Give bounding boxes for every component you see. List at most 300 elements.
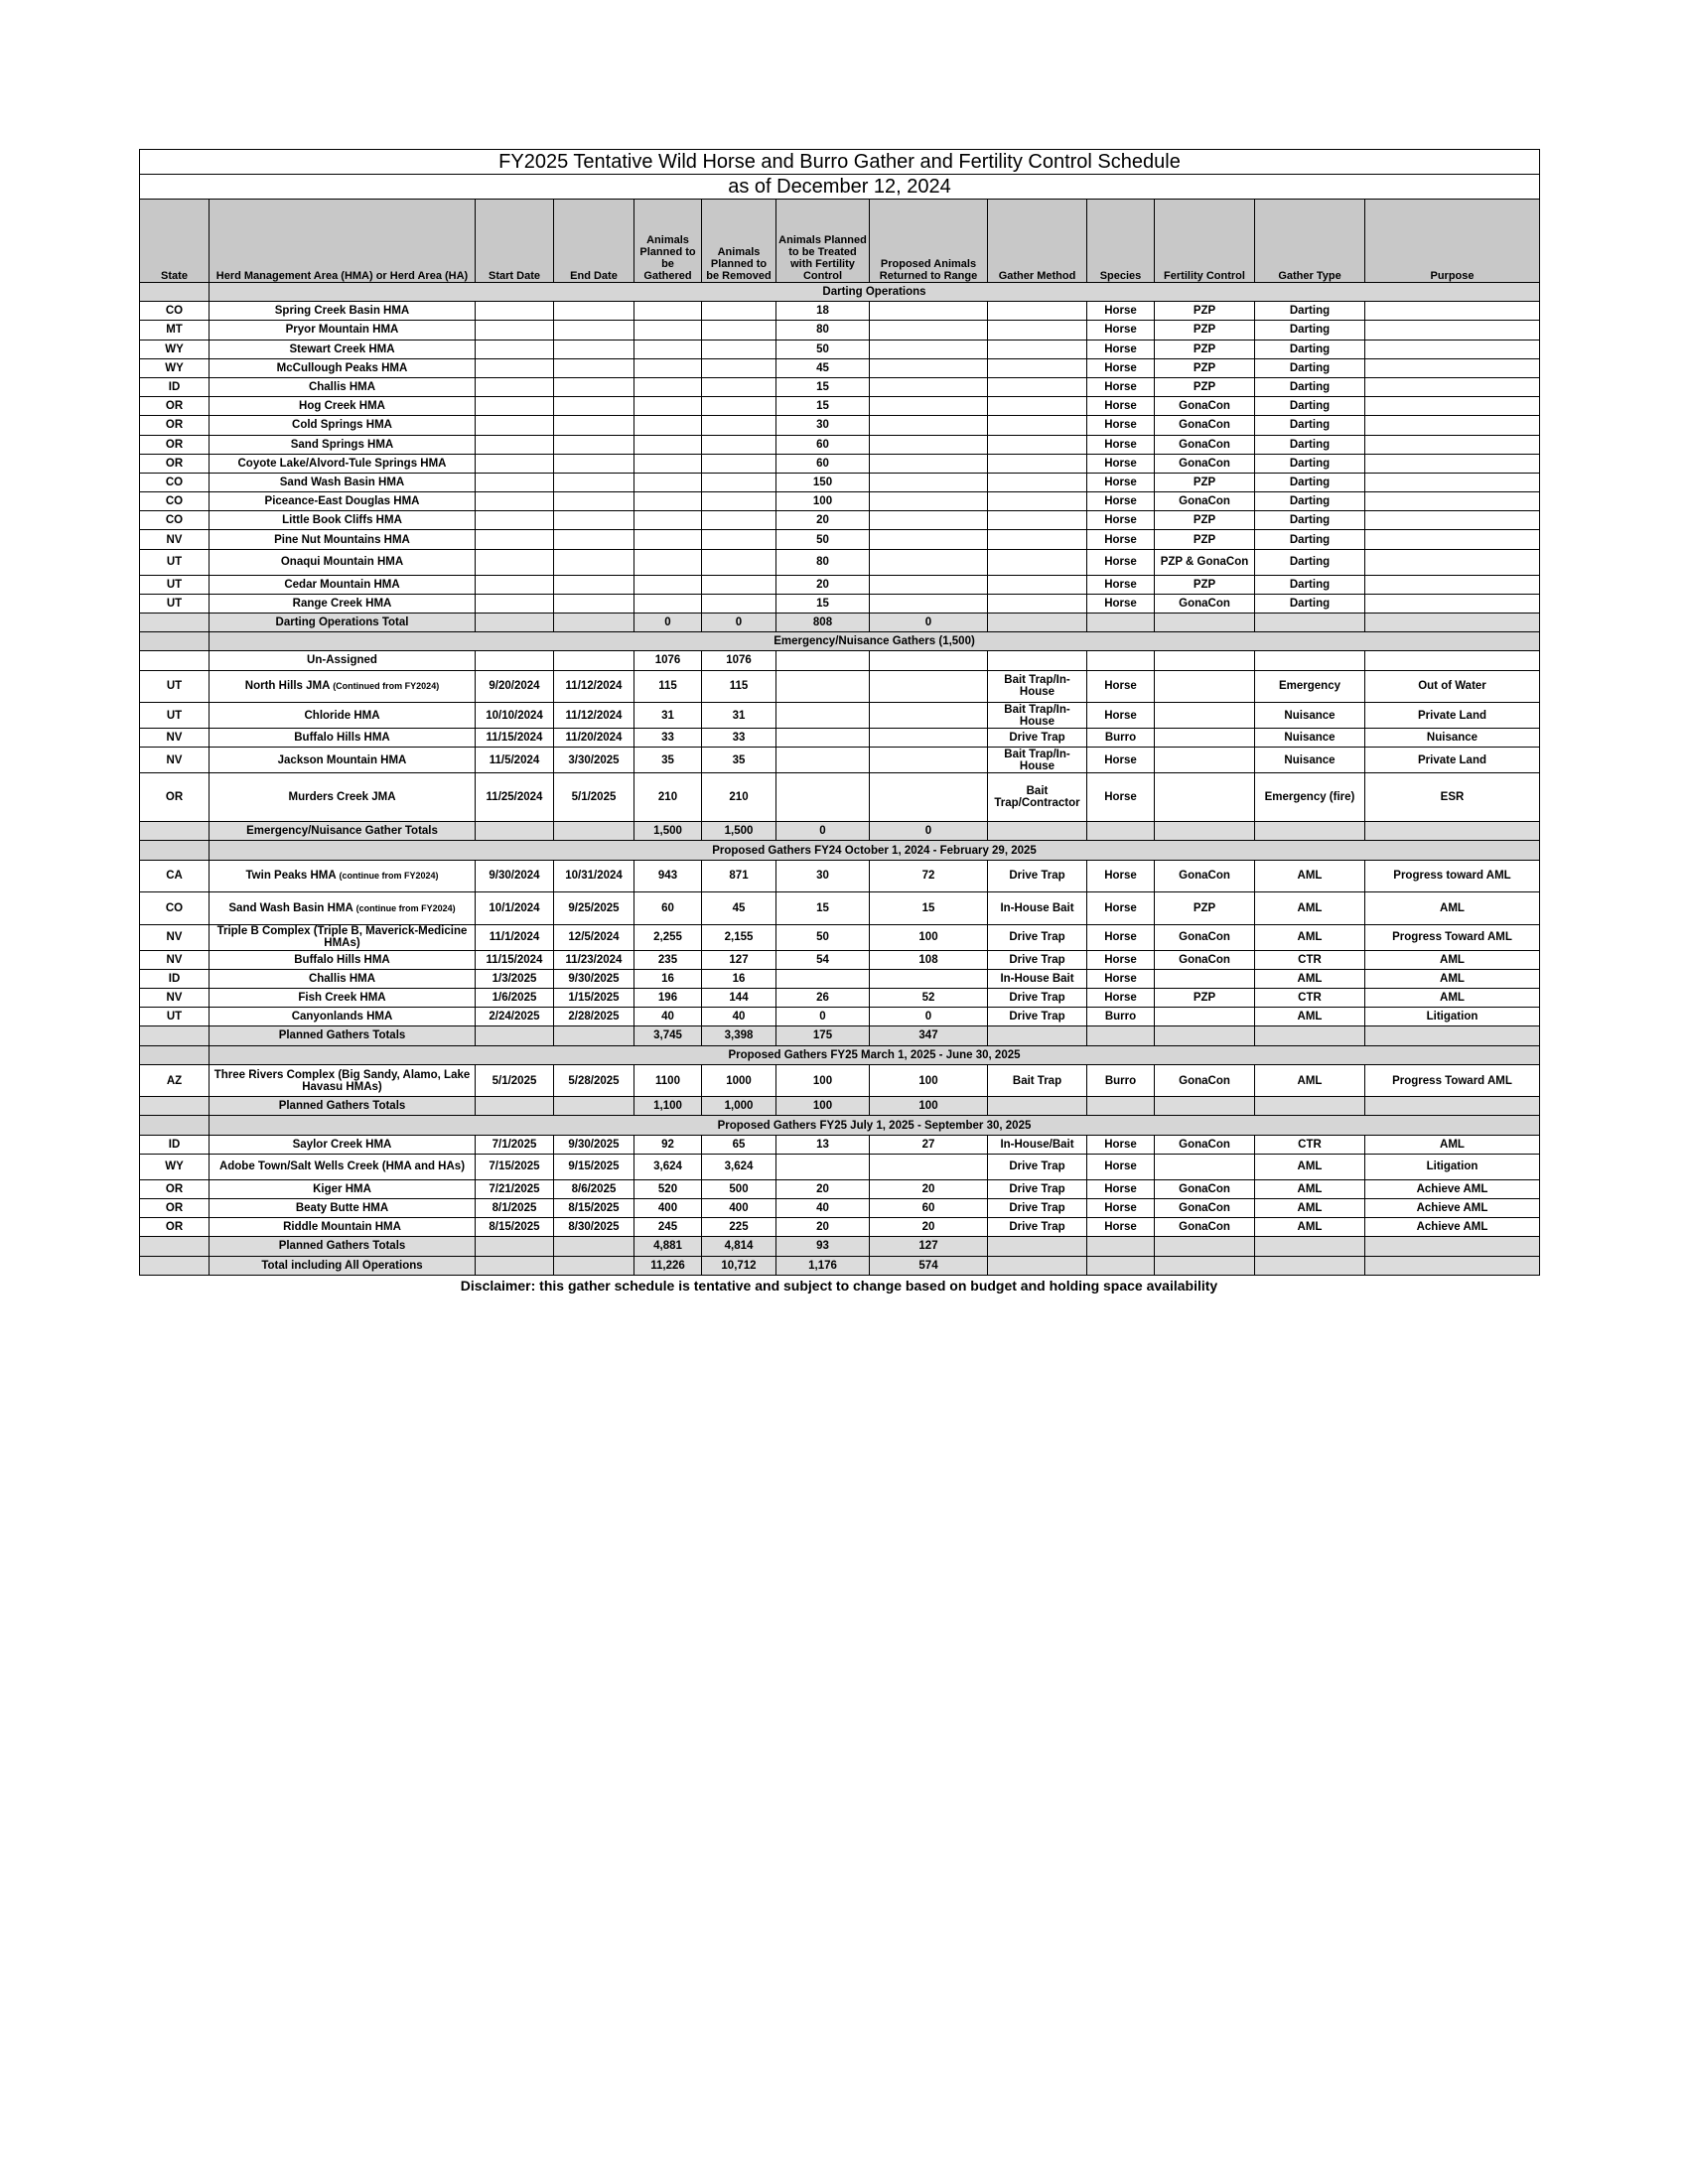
table-cell: Horse <box>1087 397 1155 416</box>
table-cell: GonaCon <box>1155 416 1255 435</box>
table-cell: Darting <box>1255 575 1365 594</box>
table-cell: CO <box>140 473 210 491</box>
table-cell: 60 <box>776 435 870 454</box>
table-cell: PZP <box>1155 530 1255 549</box>
table-cell <box>554 416 634 435</box>
table-cell: 2/28/2025 <box>554 1008 634 1026</box>
table-cell: PZP <box>1155 575 1255 594</box>
table-cell <box>702 302 776 321</box>
table-cell <box>870 729 988 748</box>
table-row <box>140 1199 1540 1218</box>
total-cell <box>1365 1237 1540 1256</box>
total-cell <box>554 822 634 841</box>
table-cell: MT <box>140 321 210 340</box>
table-cell: Nuisance <box>1255 748 1365 773</box>
table-row <box>140 377 1540 396</box>
table-cell: Darting <box>1255 530 1365 549</box>
table-cell <box>1155 651 1255 670</box>
table-cell: CO <box>140 492 210 511</box>
table-cell: 9/20/2024 <box>476 670 554 703</box>
table-row <box>140 924 1540 950</box>
table-cell <box>554 594 634 613</box>
table-row <box>140 1008 1540 1026</box>
table-cell <box>870 651 988 670</box>
table-cell <box>140 651 210 670</box>
table-cell: NV <box>140 530 210 549</box>
total-cell: Planned Gathers Totals <box>210 1026 476 1045</box>
total-cell: 0 <box>776 822 870 841</box>
table-cell: 7/21/2025 <box>476 1179 554 1198</box>
table-cell: Drive Trap <box>988 860 1087 892</box>
total-cell: 1,100 <box>634 1097 702 1116</box>
table-cell: 11/5/2024 <box>476 748 554 773</box>
table-cell <box>634 435 702 454</box>
table-cell <box>1365 454 1540 473</box>
total-cell <box>1087 1237 1155 1256</box>
table-cell: Litigation <box>1365 1154 1540 1179</box>
table-cell: GonaCon <box>1155 1064 1255 1097</box>
table-cell: PZP <box>1155 989 1255 1008</box>
continuation-note: (Continued from FY2024) <box>333 681 440 692</box>
schedule-body <box>140 283 1540 1276</box>
table-cell <box>870 511 988 530</box>
table-cell <box>702 492 776 511</box>
table-cell <box>554 575 634 594</box>
totals-row <box>140 1097 1540 1116</box>
table-cell <box>702 549 776 575</box>
table-cell: Challis HMA <box>210 377 476 396</box>
table-cell: Drive Trap <box>988 989 1087 1008</box>
table-cell <box>988 358 1087 377</box>
col-header-removed: Animals Planned to be Removed <box>702 200 776 283</box>
table-row <box>140 473 1540 491</box>
table-cell: AML <box>1255 1179 1365 1198</box>
table-cell <box>554 651 634 670</box>
table-cell <box>776 670 870 703</box>
table-cell: Murders Creek JMA <box>210 773 476 822</box>
total-cell <box>988 822 1087 841</box>
table-cell <box>1365 435 1540 454</box>
table-row <box>140 651 1540 670</box>
table-cell <box>554 302 634 321</box>
table-cell <box>870 748 988 773</box>
table-cell: Horse <box>1087 302 1155 321</box>
table-cell: Buffalo Hills HMA <box>210 950 476 969</box>
table-cell: 1076 <box>702 651 776 670</box>
table-cell <box>776 748 870 773</box>
table-cell: 11/20/2024 <box>554 729 634 748</box>
table-cell: Progress Toward AML <box>1365 924 1540 950</box>
total-cell <box>476 614 554 632</box>
table-cell <box>702 435 776 454</box>
table-row <box>140 1064 1540 1097</box>
table-cell <box>1155 773 1255 822</box>
table-cell: Achieve AML <box>1365 1218 1540 1237</box>
total-cell: 347 <box>870 1026 988 1045</box>
table-cell: AML <box>1365 1135 1540 1154</box>
table-cell: Drive Trap <box>988 1218 1087 1237</box>
table-cell: Range Creek HMA <box>210 594 476 613</box>
table-cell: Bait Trap/In-House <box>988 670 1087 703</box>
total-cell <box>476 1026 554 1045</box>
table-cell: 72 <box>870 860 988 892</box>
table-cell: 115 <box>702 670 776 703</box>
table-cell: AZ <box>140 1064 210 1097</box>
table-cell <box>554 492 634 511</box>
table-cell: ID <box>140 969 210 988</box>
table-cell: 52 <box>870 989 988 1008</box>
table-cell: 16 <box>702 969 776 988</box>
table-cell: 15 <box>776 377 870 396</box>
table-cell: UT <box>140 549 210 575</box>
table-cell <box>634 377 702 396</box>
table-cell <box>476 511 554 530</box>
table-cell <box>476 530 554 549</box>
table-cell <box>988 530 1087 549</box>
table-cell: Triple B Complex (Triple B, Maverick-Medicine HMAs) <box>210 924 476 950</box>
total-cell <box>476 1237 554 1256</box>
table-cell <box>476 397 554 416</box>
table-cell: Drive Trap <box>988 729 1087 748</box>
table-row <box>140 860 1540 892</box>
table-cell <box>476 321 554 340</box>
table-cell: Horse <box>1087 1135 1155 1154</box>
table-cell <box>476 416 554 435</box>
table-cell: PZP <box>1155 302 1255 321</box>
table-cell: 80 <box>776 549 870 575</box>
table-cell: Horse <box>1087 892 1155 925</box>
table-cell: 20 <box>776 1179 870 1198</box>
table-cell: 9/30/2025 <box>554 969 634 988</box>
total-cell: 1,500 <box>634 822 702 841</box>
table-cell: Little Book Cliffs HMA <box>210 511 476 530</box>
col-header-gather-type: Gather Type <box>1255 200 1365 283</box>
total-cell: 0 <box>702 614 776 632</box>
table-cell: Darting <box>1255 358 1365 377</box>
table-cell: 3,624 <box>702 1154 776 1179</box>
table-cell: WY <box>140 358 210 377</box>
table-cell <box>210 860 476 892</box>
total-cell: Emergency/Nuisance Gather Totals <box>210 822 476 841</box>
table-cell: CTR <box>1255 950 1365 969</box>
table-row <box>140 321 1540 340</box>
table-cell <box>776 703 870 729</box>
table-cell <box>476 302 554 321</box>
table-row <box>140 511 1540 530</box>
table-cell: Sand Wash Basin HMA <box>210 473 476 491</box>
table-cell: 8/1/2025 <box>476 1199 554 1218</box>
table-cell <box>1365 302 1540 321</box>
total-cell <box>476 1097 554 1116</box>
table-cell <box>870 530 988 549</box>
table-row <box>140 670 1540 703</box>
section-header-row <box>140 1116 1540 1135</box>
total-cell <box>988 1026 1087 1045</box>
table-cell: In-House Bait <box>988 969 1087 988</box>
table-cell <box>476 594 554 613</box>
table-cell: 31 <box>702 703 776 729</box>
table-cell: Private Land <box>1365 703 1540 729</box>
table-cell <box>554 530 634 549</box>
table-cell <box>702 530 776 549</box>
total-cell <box>988 1237 1087 1256</box>
table-cell <box>702 454 776 473</box>
table-cell: 11/12/2024 <box>554 670 634 703</box>
table-cell: UT <box>140 703 210 729</box>
total-cell <box>1365 614 1540 632</box>
table-cell: 10/10/2024 <box>476 703 554 729</box>
table-cell: 115 <box>634 670 702 703</box>
table-cell: Stewart Creek HMA <box>210 340 476 358</box>
table-cell: 127 <box>702 950 776 969</box>
table-cell: WY <box>140 340 210 358</box>
table-cell: 100 <box>776 1064 870 1097</box>
grand-total-cell <box>476 1256 554 1275</box>
total-cell <box>140 614 210 632</box>
table-cell <box>988 454 1087 473</box>
total-cell <box>1255 614 1365 632</box>
table-cell: AML <box>1365 969 1540 988</box>
table-cell: Hog Creek HMA <box>210 397 476 416</box>
table-cell: 11/15/2024 <box>476 729 554 748</box>
table-cell: AML <box>1365 892 1540 925</box>
table-cell <box>1365 416 1540 435</box>
table-cell: Drive Trap <box>988 1154 1087 1179</box>
total-cell <box>140 1237 210 1256</box>
total-cell <box>140 1097 210 1116</box>
table-cell: PZP & GonaCon <box>1155 549 1255 575</box>
table-cell <box>988 377 1087 396</box>
table-cell: Darting <box>1255 511 1365 530</box>
table-cell <box>476 435 554 454</box>
table-cell: GonaCon <box>1155 924 1255 950</box>
table-row <box>140 748 1540 773</box>
table-cell: GonaCon <box>1155 397 1255 416</box>
total-cell: Planned Gathers Totals <box>210 1097 476 1116</box>
table-cell <box>476 377 554 396</box>
table-cell <box>634 575 702 594</box>
table-cell: 30 <box>776 860 870 892</box>
table-cell: 15 <box>870 892 988 925</box>
table-cell <box>988 594 1087 613</box>
table-cell: PZP <box>1155 340 1255 358</box>
table-row <box>140 302 1540 321</box>
table-cell: UT <box>140 670 210 703</box>
table-cell <box>476 473 554 491</box>
table-cell <box>210 892 476 925</box>
total-cell <box>476 822 554 841</box>
table-cell <box>634 416 702 435</box>
totals-row <box>140 1026 1540 1045</box>
table-row <box>140 969 1540 988</box>
table-cell <box>988 651 1087 670</box>
table-cell <box>776 773 870 822</box>
table-cell <box>1365 473 1540 491</box>
total-cell <box>1087 1097 1155 1116</box>
table-cell: 9/30/2025 <box>554 1135 634 1154</box>
table-cell: 33 <box>702 729 776 748</box>
grand-total-cell <box>1155 1256 1255 1275</box>
table-cell: AML <box>1255 1199 1365 1218</box>
table-cell: 92 <box>634 1135 702 1154</box>
hma-name: Sand Wash Basin HMA <box>228 901 353 914</box>
total-cell <box>1255 822 1365 841</box>
table-cell: Achieve AML <box>1365 1199 1540 1218</box>
table-cell: McCullough Peaks HMA <box>210 358 476 377</box>
disclaimer: Disclaimer: this gather schedule is tentative and subject to change based on budget and holding space availability <box>460 1278 1218 1294</box>
table-cell: 8/15/2025 <box>554 1199 634 1218</box>
table-cell <box>476 358 554 377</box>
table-cell: AML <box>1255 1218 1365 1237</box>
totals-row <box>140 614 1540 632</box>
table-cell: Progress Toward AML <box>1365 1064 1540 1097</box>
table-cell: Horse <box>1087 950 1155 969</box>
table-cell: Horse <box>1087 492 1155 511</box>
table-cell: Horse <box>1087 321 1155 340</box>
table-row <box>140 729 1540 748</box>
table-cell <box>1365 651 1540 670</box>
table-cell: 12/5/2024 <box>554 924 634 950</box>
table-cell: 0 <box>870 1008 988 1026</box>
table-row <box>140 594 1540 613</box>
table-cell: GonaCon <box>1155 860 1255 892</box>
table-row <box>140 397 1540 416</box>
table-cell: 20 <box>776 1218 870 1237</box>
table-cell: Adobe Town/Salt Wells Creek (HMA and HAs) <box>210 1154 476 1179</box>
table-cell <box>554 511 634 530</box>
table-cell: Horse <box>1087 670 1155 703</box>
table-cell: Horse <box>1087 454 1155 473</box>
table-cell: ID <box>140 1135 210 1154</box>
table-cell: 400 <box>634 1199 702 1218</box>
table-cell: 1/3/2025 <box>476 969 554 988</box>
table-cell <box>988 549 1087 575</box>
table-cell: Cold Springs HMA <box>210 416 476 435</box>
grand-total-cell <box>140 1256 210 1275</box>
total-cell <box>1155 1097 1255 1116</box>
table-cell: 11/15/2024 <box>476 950 554 969</box>
table-cell: 943 <box>634 860 702 892</box>
table-cell <box>476 492 554 511</box>
table-cell: PZP <box>1155 473 1255 491</box>
table-cell: PZP <box>1155 358 1255 377</box>
table-cell: Out of Water <box>1365 670 1540 703</box>
table-cell: Horse <box>1087 1179 1155 1198</box>
table-cell: 40 <box>776 1199 870 1218</box>
col-header-species: Species <box>1087 200 1155 283</box>
table-cell <box>988 397 1087 416</box>
table-cell: 26 <box>776 989 870 1008</box>
table-cell: 50 <box>776 530 870 549</box>
table-cell: GonaCon <box>1155 435 1255 454</box>
section-title: Proposed Gathers FY25 July 1, 2025 - September 30, 2025 <box>210 1116 1540 1135</box>
table-cell <box>1155 729 1255 748</box>
table-cell <box>702 473 776 491</box>
grand-total-cell: 574 <box>870 1256 988 1275</box>
table-cell: Nuisance <box>1365 729 1540 748</box>
table-cell: 9/25/2025 <box>554 892 634 925</box>
table-cell: 15 <box>776 397 870 416</box>
table-cell <box>702 594 776 613</box>
section-header-spacer <box>140 283 210 302</box>
table-cell: Horse <box>1087 1154 1155 1179</box>
table-cell: 8/6/2025 <box>554 1179 634 1198</box>
table-cell <box>554 377 634 396</box>
table-cell <box>702 416 776 435</box>
table-cell <box>988 416 1087 435</box>
table-cell <box>1365 511 1540 530</box>
table-cell: Pine Nut Mountains HMA <box>210 530 476 549</box>
table-cell <box>634 511 702 530</box>
grand-total-row <box>140 1256 1540 1275</box>
table-cell <box>1155 670 1255 703</box>
table-row <box>140 773 1540 822</box>
total-cell: 0 <box>634 614 702 632</box>
table-cell: NV <box>140 748 210 773</box>
table-row <box>140 358 1540 377</box>
table-cell <box>1365 377 1540 396</box>
table-cell <box>870 397 988 416</box>
table-cell <box>702 397 776 416</box>
table-cell: 196 <box>634 989 702 1008</box>
grand-total-cell: 10,712 <box>702 1256 776 1275</box>
table-cell: Burro <box>1087 729 1155 748</box>
table-cell: 9/30/2024 <box>476 860 554 892</box>
table-cell: PZP <box>1155 377 1255 396</box>
table-cell: Horse <box>1087 377 1155 396</box>
table-row <box>140 416 1540 435</box>
table-cell: 7/15/2025 <box>476 1154 554 1179</box>
table-cell: 50 <box>776 924 870 950</box>
total-cell: 127 <box>870 1237 988 1256</box>
col-header-gather-method: Gather Method <box>988 200 1087 283</box>
table-cell <box>634 594 702 613</box>
table-cell: Horse <box>1087 549 1155 575</box>
table-cell: 50 <box>776 340 870 358</box>
table-cell <box>988 435 1087 454</box>
total-cell <box>1255 1026 1365 1045</box>
total-cell <box>1255 1237 1365 1256</box>
table-cell <box>870 1154 988 1179</box>
total-cell <box>1255 1097 1365 1116</box>
table-cell <box>702 358 776 377</box>
section-title: Darting Operations <box>210 283 1540 302</box>
table-cell: Litigation <box>1365 1008 1540 1026</box>
table-cell <box>476 454 554 473</box>
table-cell: Horse <box>1087 773 1155 822</box>
col-header-returned: Proposed Animals Returned to Range <box>870 200 988 283</box>
table-cell: GonaCon <box>1155 492 1255 511</box>
table-cell: 45 <box>702 892 776 925</box>
table-cell: Bait Trap <box>988 1064 1087 1097</box>
table-cell <box>870 340 988 358</box>
table-cell: In-House/Bait <box>988 1135 1087 1154</box>
table-cell: 5/1/2025 <box>554 773 634 822</box>
table-cell: Horse <box>1087 924 1155 950</box>
table-cell: 20 <box>870 1218 988 1237</box>
table-cell: NV <box>140 989 210 1008</box>
table-cell: Un-Assigned <box>210 651 476 670</box>
total-cell <box>1155 614 1255 632</box>
total-cell: 808 <box>776 614 870 632</box>
table-cell: Bait Trap/In-House <box>988 748 1087 773</box>
hma-name: North Hills JMA <box>244 680 330 693</box>
table-cell: Darting <box>1255 594 1365 613</box>
table-cell <box>634 492 702 511</box>
total-cell: 175 <box>776 1026 870 1045</box>
total-cell <box>1087 614 1155 632</box>
table-cell: AML <box>1255 892 1365 925</box>
